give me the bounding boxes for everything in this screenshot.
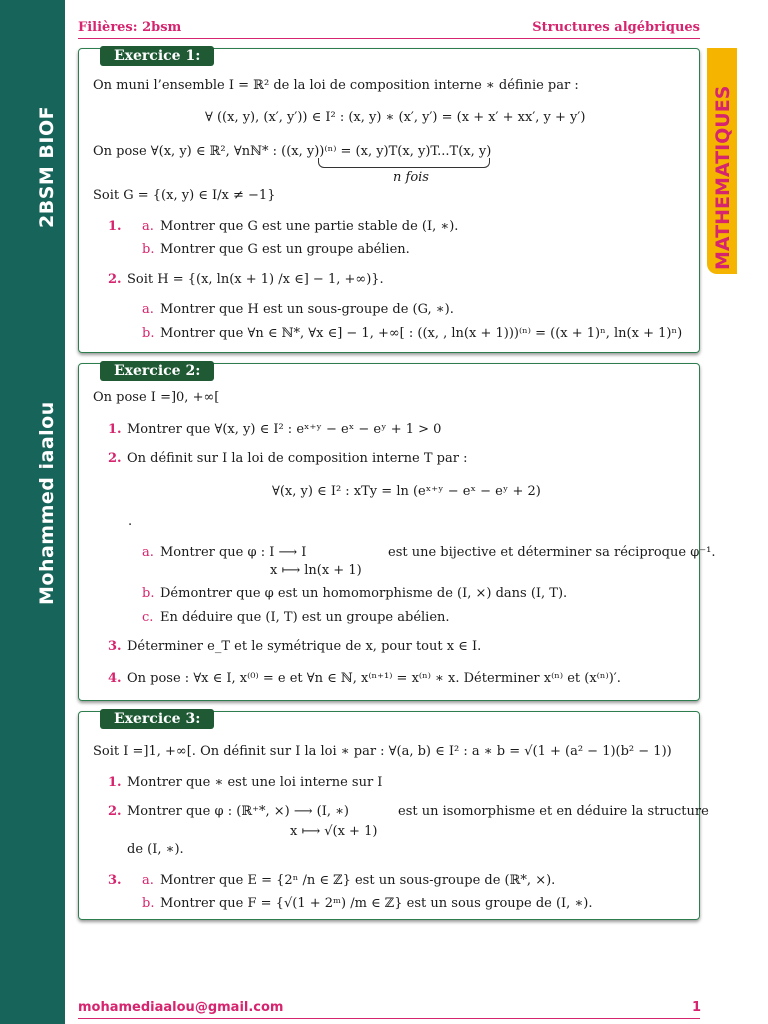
ex1-q1-b: Montrer que G est un groupe abélien.	[160, 242, 410, 257]
page-number: 1	[692, 1000, 702, 1015]
ex3-q2-rest: est un isomorphisme et en déduire la structure	[398, 804, 709, 819]
ex2-q2-dot: .	[128, 514, 133, 529]
ex2-q2-text: On définit sur I la loi de composition interne T par :	[127, 451, 468, 466]
ex1-n-fois: n fois	[393, 170, 429, 185]
ex2-q2-c: En déduire que (I, T) est un groupe abélien.	[160, 610, 450, 625]
exercise-1-title: Exercice 1:	[100, 46, 214, 66]
ex1-q2-b: Montrer que ∀n ∈ ℕ*, ∀x ∈] − 1, +∞[ : ((x, , ln(x + 1)))⁽ⁿ⁾ = ((x + 1)ⁿ, ln(x + 1)ⁿ)	[160, 326, 683, 341]
ex1-q1-number: 1.	[108, 219, 122, 234]
ex2-q2-a-label: a.	[142, 545, 154, 560]
subject-tab-label: MATHEMATIQUES	[712, 85, 734, 270]
footer-email: mohamediaalou@gmail.com	[78, 1000, 284, 1015]
ex1-line-3: On pose ∀(x, y) ∈ ℝ², ∀nℕ* : ((x, y))⁽ⁿ⁾ = (x, y)T(x, y)T...T(x, y)	[93, 144, 492, 159]
ex1-line-5: Soit G = {(x, y) ∈ I/x ≠ −1}	[93, 188, 276, 203]
ex1-q2-a: Montrer que H est un sous-groupe de (G, ∗).	[160, 302, 454, 317]
ex2-q2-a-map: Montrer que φ : I ⟶ I	[160, 545, 307, 560]
ex3-q2-map-line-2: x ⟼ √(x + 1)	[290, 824, 378, 839]
ex3-q2-number: 2.	[108, 804, 122, 819]
exercise-2-title: Exercice 2:	[100, 361, 214, 381]
ex3-q3-a-label: a.	[142, 873, 154, 888]
ex1-q2-b-label: b.	[142, 326, 155, 341]
ex3-q3-b-label: b.	[142, 896, 155, 911]
ex1-q1-a-label: a.	[142, 219, 154, 234]
ex2-intro: On pose I =]0, +∞[	[93, 390, 220, 405]
side-class-label: 2BSM BIOF	[36, 105, 58, 228]
header-divider	[78, 38, 700, 39]
ex2-q2-a-map-line-2: x ⟼ ln(x + 1)	[270, 563, 362, 578]
ex2-q2-a-rest: est une bijective et déterminer sa réciproque φ⁻¹.	[388, 545, 716, 560]
ex3-q2-tail: de (I, ∗).	[127, 842, 184, 857]
ex1-line-1: On muni l’ensemble I = ℝ² de la loi de composition interne ∗ définie par :	[93, 78, 579, 93]
ex1-q2-text: Soit H = {(x, ln(x + 1) /x ∈] − 1, +∞)}.	[127, 272, 384, 287]
ex1-underbrace	[318, 158, 490, 168]
ex3-intro: Soit I =]1, +∞[. On définit sur I la loi ∗ par : ∀(a, b) ∈ I² : a ∗ b = √(1 + (a² − 1)(b² − 1))	[93, 744, 672, 759]
ex3-q3-b: Montrer que F = {√(1 + 2ᵐ) /m ∈ ℤ} est un sous groupe de (I, ∗).	[160, 896, 593, 911]
ex2-q3-text: Déterminer e_T et le symétrique de x, pour tout x ∈ I.	[127, 639, 482, 654]
header-filiere: Filières: 2bsm	[78, 20, 182, 35]
side-author-label: Mohammed iaalou	[36, 401, 58, 605]
ex3-q1-number: 1.	[108, 775, 122, 790]
ex3-q1-text: Montrer que ∗ est une loi interne sur I	[127, 775, 383, 790]
ex2-q2-c-label: c.	[142, 610, 154, 625]
ex2-q1-text: Montrer que ∀(x, y) ∈ I² : eˣ⁺ʸ − eˣ − eʸ + 1 > 0	[127, 422, 442, 437]
header-chapter: Structures algébriques	[532, 20, 700, 35]
footer-divider	[78, 1018, 700, 1019]
ex2-q2-number: 2.	[108, 451, 122, 466]
ex1-q1-a: Montrer que G est une partie stable de (I, ∗).	[160, 219, 459, 234]
ex2-q4-number: 4.	[108, 671, 122, 686]
ex2-q2-formula: ∀(x, y) ∈ I² : xTy = ln (eˣ⁺ʸ − eˣ − eʸ + 2)	[272, 484, 541, 499]
ex2-q1-number: 1.	[108, 422, 122, 437]
ex2-q4-text: On pose : ∀x ∈ I, x⁽⁰⁾ = e et ∀n ∈ ℕ, x⁽ⁿ⁺¹⁾ = x⁽ⁿ⁾ ∗ x. Déterminer x⁽ⁿ⁾ et (x⁽ⁿ⁾)′.	[127, 671, 621, 686]
ex1-formula: ∀ ((x, y), (x′, y′)) ∈ I² : (x, y) ∗ (x′, y′) = (x + x′ + xx′, y + y′)	[205, 110, 586, 125]
ex3-q2-map: Montrer que φ : (ℝ⁺*, ×) ⟶ (I, ∗)	[127, 804, 350, 819]
ex1-q1-b-label: b.	[142, 242, 155, 257]
ex1-q2-a-label: a.	[142, 302, 154, 317]
ex2-q2-b-label: b.	[142, 586, 155, 601]
ex3-q3-a: Montrer que E = {2ⁿ /n ∈ ℤ} est un sous-groupe de (ℝ*, ×).	[160, 873, 556, 888]
ex2-q2-b: Démontrer que φ est un homomorphisme de (I, ×) dans (I, T).	[160, 586, 568, 601]
ex3-q3-number: 3.	[108, 873, 122, 888]
ex2-q3-number: 3.	[108, 639, 122, 654]
exercise-3-title: Exercice 3:	[100, 709, 214, 729]
ex1-q2-number: 2.	[108, 272, 122, 287]
